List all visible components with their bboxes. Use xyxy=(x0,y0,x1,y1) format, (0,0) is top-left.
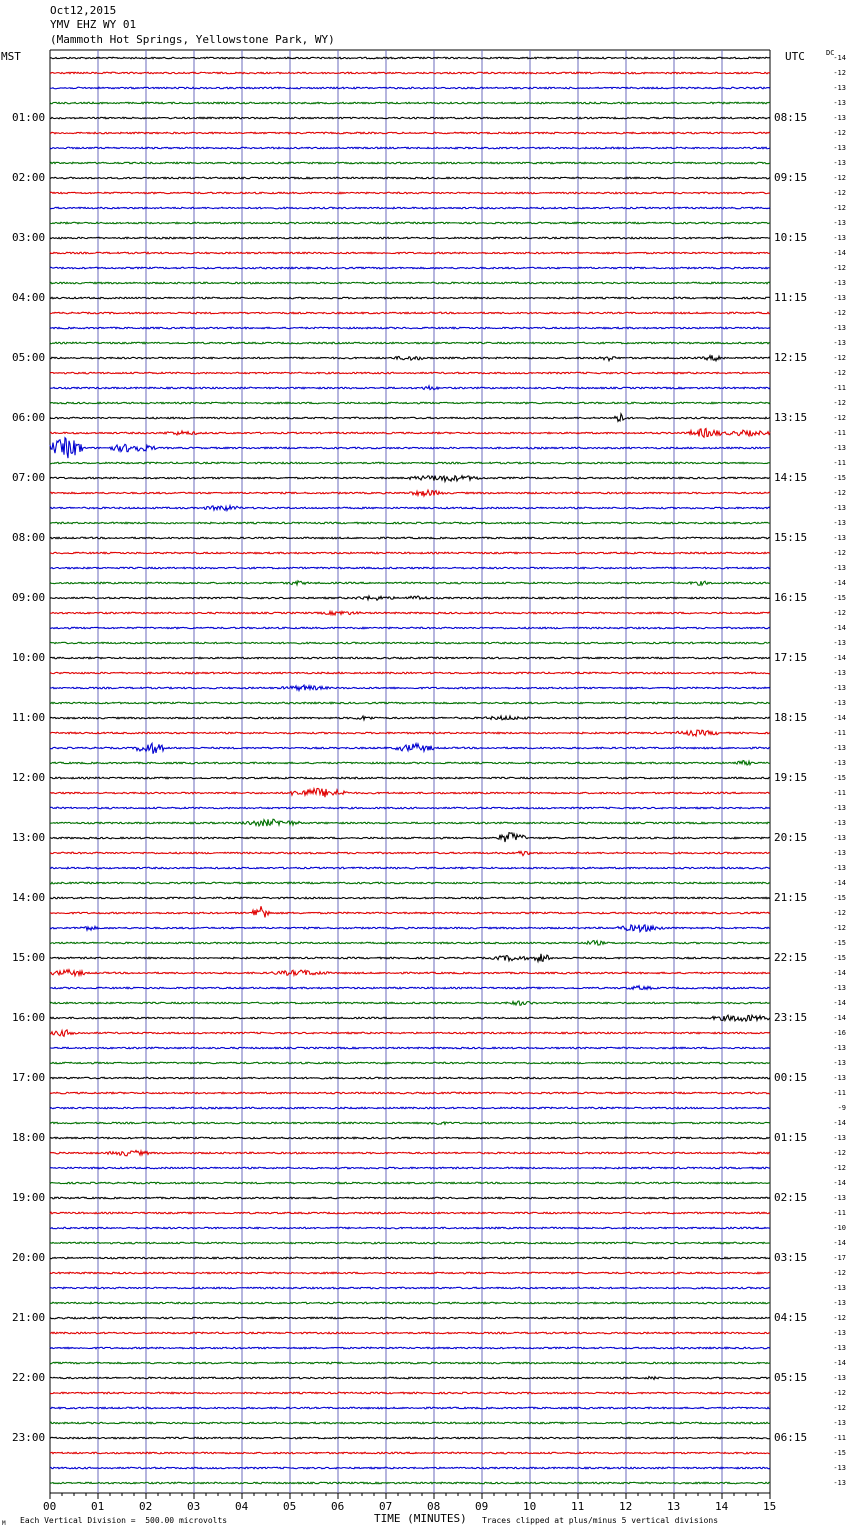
dc-offset: -13 xyxy=(833,504,846,512)
x-tick-label: 14 xyxy=(715,1500,729,1513)
x-axis-title: TIME (MINUTES) xyxy=(374,1512,467,1525)
dc-offset: -13 xyxy=(833,684,846,692)
dc-offset: -14 xyxy=(833,1179,846,1187)
x-tick-label: 07 xyxy=(379,1500,393,1513)
dc-offset: -14 xyxy=(833,54,846,62)
trace-line xyxy=(50,342,770,344)
trace-line xyxy=(50,490,770,496)
trace-line xyxy=(50,1242,770,1244)
dc-offset: -13 xyxy=(833,159,846,167)
trace-line xyxy=(50,716,770,720)
dc-offset: -13 xyxy=(833,1344,846,1352)
dc-offset: -13 xyxy=(833,1194,846,1202)
trace-line xyxy=(50,1332,770,1334)
trace-line xyxy=(50,87,770,89)
trace-line xyxy=(50,1257,770,1259)
right-hour-label: 05:15 xyxy=(774,1371,808,1384)
dc-offset: -13 xyxy=(833,219,846,227)
x-tick-label: 06 xyxy=(331,1500,345,1513)
trace-line xyxy=(50,1302,770,1304)
dc-offset: -16 xyxy=(833,1029,846,1037)
trace-line xyxy=(50,1422,770,1424)
x-tick-label: 04 xyxy=(235,1500,249,1513)
trace-line xyxy=(50,402,770,404)
x-tick-label: 00 xyxy=(43,1500,57,1513)
dc-offset: -14 xyxy=(833,1014,846,1022)
trace-line xyxy=(50,1467,770,1469)
dc-offset: -14 xyxy=(833,1119,846,1127)
dc-offset: -13 xyxy=(833,1074,846,1082)
dc-offset: -15 xyxy=(833,1449,846,1457)
dc-offset: -13 xyxy=(833,699,846,707)
trace-line xyxy=(50,552,770,554)
trace-line xyxy=(50,222,770,224)
dc-offset: -12 xyxy=(833,354,846,362)
left-timezone-label: MST xyxy=(1,50,21,63)
dc-offset: -12 xyxy=(833,399,846,407)
dc-offset: -13 xyxy=(833,279,846,287)
dc-offset: -13 xyxy=(833,1134,846,1142)
dc-offset: -13 xyxy=(833,324,846,332)
left-hour-label: 05:00 xyxy=(12,351,46,364)
right-hour-label: 09:15 xyxy=(774,171,808,184)
trace-line xyxy=(50,1047,770,1049)
x-tick-label: 10 xyxy=(523,1500,537,1513)
dc-offset: -13 xyxy=(833,744,846,752)
trace-line xyxy=(50,581,770,585)
trace-line xyxy=(50,954,770,962)
dc-offset: -14 xyxy=(833,1239,846,1247)
right-hour-label: 18:15 xyxy=(774,711,808,724)
right-hour-label: 22:15 xyxy=(774,951,808,964)
trace-line xyxy=(50,1212,770,1214)
right-hour-label: 20:15 xyxy=(774,831,808,844)
dc-offset: -12 xyxy=(833,549,846,557)
dc-offset: -14 xyxy=(833,654,846,662)
trace-line xyxy=(50,1227,770,1229)
dc-offset: -13 xyxy=(833,1059,846,1067)
trace-line xyxy=(50,1407,770,1409)
left-hour-label: 17:00 xyxy=(12,1071,46,1084)
dc-offset: -12 xyxy=(833,1149,846,1157)
dc-offset: -12 xyxy=(833,609,846,617)
trace-line xyxy=(50,1030,770,1036)
dc-offset: -13 xyxy=(833,564,846,572)
dc-offset: -11 xyxy=(833,789,846,797)
trace-line xyxy=(50,1122,770,1125)
left-hour-label: 22:00 xyxy=(12,1371,46,1384)
dc-offset: -12 xyxy=(833,1389,846,1397)
trace-line xyxy=(50,462,770,464)
trace-line xyxy=(50,906,770,917)
dc-offset: -14 xyxy=(833,624,846,632)
trace-line xyxy=(50,867,770,869)
trace-line xyxy=(50,327,770,329)
dc-offset: -11 xyxy=(833,429,846,437)
dc-offset: -12 xyxy=(833,369,846,377)
dc-offset: -12 xyxy=(833,1404,846,1412)
dc-offset: -14 xyxy=(833,249,846,257)
left-hour-label: 14:00 xyxy=(12,891,46,904)
trace-line xyxy=(50,1092,770,1094)
trace-line xyxy=(50,1015,770,1021)
trace-line xyxy=(50,1437,770,1439)
dc-offset: -12 xyxy=(833,489,846,497)
trace-line xyxy=(50,192,770,194)
trace-line xyxy=(50,1362,770,1364)
trace-line xyxy=(50,414,770,422)
right-hour-label: 15:15 xyxy=(774,531,808,544)
right-hour-label: 04:15 xyxy=(774,1311,808,1324)
trace-line xyxy=(50,1062,770,1064)
dc-offset: -12 xyxy=(833,1164,846,1172)
header-date: Oct12,2015 xyxy=(50,4,117,17)
trace-line xyxy=(50,1452,770,1454)
right-hour-label: 06:15 xyxy=(774,1431,808,1444)
dc-offset: -11 xyxy=(833,1089,846,1097)
trace-line xyxy=(50,282,770,284)
trace-line xyxy=(50,882,770,884)
trace-line xyxy=(50,355,770,360)
x-tick-label: 03 xyxy=(187,1500,201,1513)
dc-offset: -13 xyxy=(833,1284,846,1292)
trace-line xyxy=(50,102,770,104)
trace-line xyxy=(50,1376,770,1379)
trace-line xyxy=(50,506,770,511)
trace-line xyxy=(50,1347,770,1349)
trace-line xyxy=(50,743,770,753)
right-hour-label: 13:15 xyxy=(774,411,808,424)
trace-line xyxy=(50,57,770,59)
right-hour-label: 08:15 xyxy=(774,111,808,124)
trace-line xyxy=(50,297,770,299)
dc-offset: -13 xyxy=(833,84,846,92)
trace-line xyxy=(50,1107,770,1109)
left-hour-label: 13:00 xyxy=(12,831,46,844)
left-hour-label: 04:00 xyxy=(12,291,46,304)
trace-line xyxy=(50,833,770,842)
trace-line xyxy=(50,267,770,269)
dc-offset: -13 xyxy=(833,639,846,647)
trace-line xyxy=(50,761,770,765)
trace-line xyxy=(50,627,770,629)
right-hour-label: 23:15 xyxy=(774,1011,808,1024)
dc-offset: -13 xyxy=(833,669,846,677)
right-hour-label: 00:15 xyxy=(774,1071,808,1084)
left-hour-label: 18:00 xyxy=(12,1131,46,1144)
x-tick-label: 13 xyxy=(667,1500,681,1513)
clip-note: Traces clipped at plus/minus 5 vertical divisions xyxy=(482,1516,719,1525)
trace-line xyxy=(50,147,770,149)
dc-offset: -12 xyxy=(833,1269,846,1277)
dc-offset: -13 xyxy=(833,984,846,992)
left-hour-label: 02:00 xyxy=(12,171,46,184)
dc-offset: -11 xyxy=(833,384,846,392)
trace-line xyxy=(50,1001,770,1005)
trace-line xyxy=(50,522,770,524)
dc-label: DC xyxy=(826,49,835,57)
right-hour-label: 21:15 xyxy=(774,891,808,904)
trace-line xyxy=(50,162,770,164)
left-hour-label: 20:00 xyxy=(12,1251,46,1264)
trace-line xyxy=(50,777,770,779)
trace-line xyxy=(50,567,770,569)
trace-line xyxy=(50,851,770,855)
x-tick-label: 02 xyxy=(139,1500,153,1513)
right-timezone-label: UTC xyxy=(785,50,805,63)
left-hour-label: 19:00 xyxy=(12,1191,46,1204)
right-hour-label: 02:15 xyxy=(774,1191,808,1204)
trace-line xyxy=(50,702,770,704)
dc-offset: -11 xyxy=(833,729,846,737)
dc-offset: -13 xyxy=(833,1479,846,1487)
dc-offset: -9 xyxy=(837,1104,846,1112)
corner-mark: M xyxy=(2,1520,6,1527)
dc-offset: -13 xyxy=(833,144,846,152)
dc-offset: -13 xyxy=(833,519,846,527)
left-hour-label: 09:00 xyxy=(12,591,46,604)
dc-offset: -14 xyxy=(833,579,846,587)
trace-line xyxy=(50,252,770,254)
dc-offset: -12 xyxy=(833,204,846,212)
dc-offset: -15 xyxy=(833,594,846,602)
trace-line xyxy=(50,386,770,390)
dc-offset: -12 xyxy=(833,309,846,317)
trace-line xyxy=(50,72,770,74)
right-hour-label: 03:15 xyxy=(774,1251,808,1264)
dc-offset: -11 xyxy=(833,1209,846,1217)
trace-line xyxy=(50,1287,770,1289)
dc-offset: -15 xyxy=(833,939,846,947)
x-tick-label: 01 xyxy=(91,1500,105,1513)
dc-offset: -13 xyxy=(833,294,846,302)
trace-line xyxy=(50,819,770,826)
trace-line xyxy=(50,1137,770,1139)
trace-line xyxy=(50,117,770,119)
header-location: (Mammoth Hot Springs, Yellowstone Park, WY) xyxy=(50,33,335,46)
dc-offset: -13 xyxy=(833,804,846,812)
dc-offset: -13 xyxy=(833,99,846,107)
dc-offset: -12 xyxy=(833,1314,846,1322)
dc-offset: -14 xyxy=(833,714,846,722)
dc-offset: -12 xyxy=(833,174,846,182)
dc-offset: -13 xyxy=(833,1374,846,1382)
left-hour-label: 01:00 xyxy=(12,111,46,124)
dc-offset: -15 xyxy=(833,474,846,482)
dc-offset: -13 xyxy=(833,339,846,347)
trace-line xyxy=(50,941,770,945)
trace-line xyxy=(50,1077,770,1079)
dc-offset: -12 xyxy=(833,924,846,932)
scale-note: Each Vertical Division = 500.00 microvolts xyxy=(20,1516,228,1525)
trace-line xyxy=(50,897,770,899)
dc-offset: -14 xyxy=(833,999,846,1007)
dc-offset: -12 xyxy=(833,264,846,272)
trace-line xyxy=(50,596,770,600)
right-hour-label: 10:15 xyxy=(774,231,808,244)
trace-line xyxy=(50,986,770,990)
trace-line xyxy=(50,537,770,539)
x-tick-label: 11 xyxy=(571,1500,585,1513)
trace-line xyxy=(50,1150,770,1155)
trace-line xyxy=(50,132,770,134)
dc-offset: -15 xyxy=(833,774,846,782)
dc-offset: -12 xyxy=(833,189,846,197)
dc-offset: -13 xyxy=(833,534,846,542)
right-hour-label: 17:15 xyxy=(774,651,808,664)
right-hour-label: 14:15 xyxy=(774,471,808,484)
trace-line xyxy=(50,685,770,690)
dc-offset: -13 xyxy=(833,759,846,767)
left-hour-label: 06:00 xyxy=(12,411,46,424)
dc-offset: -10 xyxy=(833,1224,846,1232)
right-hour-label: 12:15 xyxy=(774,351,808,364)
dc-offset: -13 xyxy=(833,444,846,452)
dc-offset: -13 xyxy=(833,1464,846,1472)
trace-line xyxy=(50,428,770,437)
dc-offset: -17 xyxy=(833,1254,846,1262)
left-hour-label: 21:00 xyxy=(12,1311,46,1324)
dc-offset: -13 xyxy=(833,1044,846,1052)
header-station: YMV EHZ WY 01 xyxy=(50,18,137,31)
trace-line xyxy=(50,1167,770,1169)
trace-line xyxy=(50,476,770,482)
left-hour-label: 11:00 xyxy=(12,711,46,724)
trace-line xyxy=(50,970,770,976)
left-hour-label: 03:00 xyxy=(12,231,46,244)
dc-offset: -14 xyxy=(833,1359,846,1367)
trace-line xyxy=(50,611,770,614)
left-hour-label: 23:00 xyxy=(12,1431,46,1444)
dc-offset: -13 xyxy=(833,1299,846,1307)
dc-offset: -13 xyxy=(833,864,846,872)
x-tick-label: 15 xyxy=(763,1500,777,1513)
trace-line xyxy=(50,788,770,797)
right-hour-label: 11:15 xyxy=(774,291,808,304)
trace-line xyxy=(50,312,770,314)
trace-line xyxy=(50,925,770,932)
trace-line xyxy=(50,1392,770,1394)
trace-line xyxy=(50,1182,770,1184)
dc-offset: -13 xyxy=(833,114,846,122)
left-hour-label: 08:00 xyxy=(12,531,46,544)
trace-line xyxy=(50,237,770,239)
left-hour-label: 15:00 xyxy=(12,951,46,964)
trace-line xyxy=(50,642,770,644)
dc-offset: -11 xyxy=(833,1434,846,1442)
dc-offset: -14 xyxy=(833,879,846,887)
trace-line xyxy=(50,177,770,179)
trace-line xyxy=(50,807,770,809)
dc-offset: -13 xyxy=(833,1329,846,1337)
trace-line xyxy=(50,730,770,736)
trace-line xyxy=(50,1317,770,1319)
dc-offset: -13 xyxy=(833,849,846,857)
trace-line xyxy=(50,672,770,674)
trace-line xyxy=(50,1482,770,1484)
dc-offset: -15 xyxy=(833,894,846,902)
dc-offset: -12 xyxy=(833,69,846,77)
left-hour-label: 07:00 xyxy=(12,471,46,484)
left-hour-label: 16:00 xyxy=(12,1011,46,1024)
dc-offset: -15 xyxy=(833,954,846,962)
dc-offset: -13 xyxy=(833,1419,846,1427)
left-hour-label: 12:00 xyxy=(12,771,46,784)
dc-offset: -13 xyxy=(833,834,846,842)
trace-line xyxy=(50,1197,770,1199)
x-tick-label: 09 xyxy=(475,1500,489,1513)
right-hour-label: 01:15 xyxy=(774,1131,808,1144)
dc-offset: -11 xyxy=(833,459,846,467)
left-hour-label: 10:00 xyxy=(12,651,46,664)
trace-line xyxy=(50,438,770,458)
dc-offset: -12 xyxy=(833,909,846,917)
x-tick-label: 08 xyxy=(427,1500,441,1513)
dc-offset: -12 xyxy=(833,129,846,137)
dc-offset: -13 xyxy=(833,819,846,827)
dc-offset: -13 xyxy=(833,234,846,242)
x-tick-label: 05 xyxy=(283,1500,297,1513)
dc-offset: -14 xyxy=(833,969,846,977)
right-hour-label: 16:15 xyxy=(774,591,808,604)
trace-line xyxy=(50,1272,770,1274)
right-hour-label: 19:15 xyxy=(774,771,808,784)
trace-line xyxy=(50,372,770,374)
trace-line xyxy=(50,657,770,659)
x-tick-label: 12 xyxy=(619,1500,633,1513)
trace-line xyxy=(50,207,770,209)
dc-offset: -12 xyxy=(833,414,846,422)
